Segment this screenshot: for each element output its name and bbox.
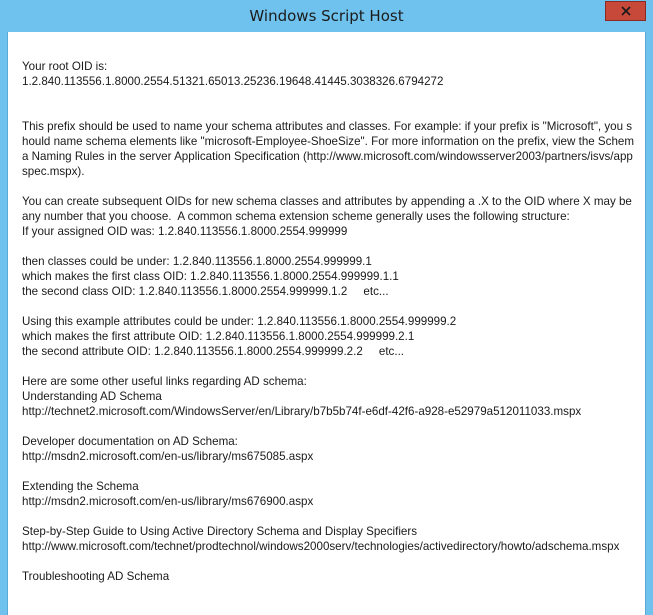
link-3-url: http://msdn2.microsoft.com/en-us/library/ms676900.aspx <box>22 495 314 508</box>
root-oid-value: 1.2.840.113556.1.8000.2554.51321.65013.25236.19648.41445.3038326.6794272 <box>22 75 444 88</box>
link-3-title: Extending the Schema <box>22 480 139 493</box>
window-title: Windows Script Host <box>249 7 404 25</box>
link-4-url: http://www.microsoft.com/technet/prodtechnol/windows2000serv/technologies/activedirectory/howto/adschema.mspx <box>22 540 620 553</box>
attributes-line-1: Using this example attributes could be under: 1.2.840.113556.1.8000.2554.999999.2 <box>22 315 457 328</box>
classes-line-1: then classes could be under: 1.2.840.113556.1.8000.2554.999999.1 <box>22 255 372 268</box>
root-oid-label: Your root OID is: <box>22 60 108 73</box>
classes-line-3: the second class OID: 1.2.840.113556.1.8000.2554.999999.1.2 etc... <box>22 285 389 298</box>
link-2-title: Developer documentation on AD Schema: <box>22 435 238 448</box>
classes-line-2: which makes the first class OID: 1.2.840.113556.1.8000.2554.999999.1.1 <box>22 270 399 283</box>
attributes-line-3: the second attribute OID: 1.2.840.113556.1.8000.2554.999999.2.2 etc... <box>22 345 405 358</box>
link-1-title: Understanding AD Schema <box>22 390 162 403</box>
message-text <box>22 59 637 584</box>
close-button[interactable] <box>605 1 646 21</box>
close-icon <box>621 6 631 16</box>
links-intro: Here are some other useful links regarding AD schema: <box>22 375 307 388</box>
assigned-oid-line: If your assigned OID was: 1.2.840.113556.1.8000.2554.999999 <box>22 225 348 238</box>
attributes-line-2: which makes the first attribute OID: 1.2.840.113556.1.8000.2554.999999.2.1 <box>22 330 415 343</box>
prefix-paragraph: This prefix should be used to name your schema attributes and classes. For example: if your prefix is "Microsoft", you should name schema elements like "microsoft-Employee-ShoeSize". For more information on the prefix, view the Schema Naming Rules in the server Application Specification (http://www.microsoft.com/windowsserver2003/partners/isvs/appspec.mspx). <box>22 120 635 178</box>
link-2-url: http://msdn2.microsoft.com/en-us/library/ms675085.aspx <box>22 450 314 463</box>
subsequent-paragraph: You can create subsequent OIDs for new schema classes and attributes by appending a .X to the OID where X may be any number that you choose. A common schema extension scheme generally uses the following structure: <box>22 195 636 223</box>
link-1-url: http://technet2.microsoft.com/WindowsServer/en/Library/b7b5b74f-e6df-42f6-a928-e52979a512011033.mspx <box>22 405 582 418</box>
title-bar[interactable] <box>0 0 653 32</box>
link-4-title: Step-by-Step Guide to Using Active Directory Schema and Display Specifiers <box>22 525 418 538</box>
link-5-title: Troubleshooting AD Schema <box>22 570 170 583</box>
message-area <box>7 32 646 615</box>
